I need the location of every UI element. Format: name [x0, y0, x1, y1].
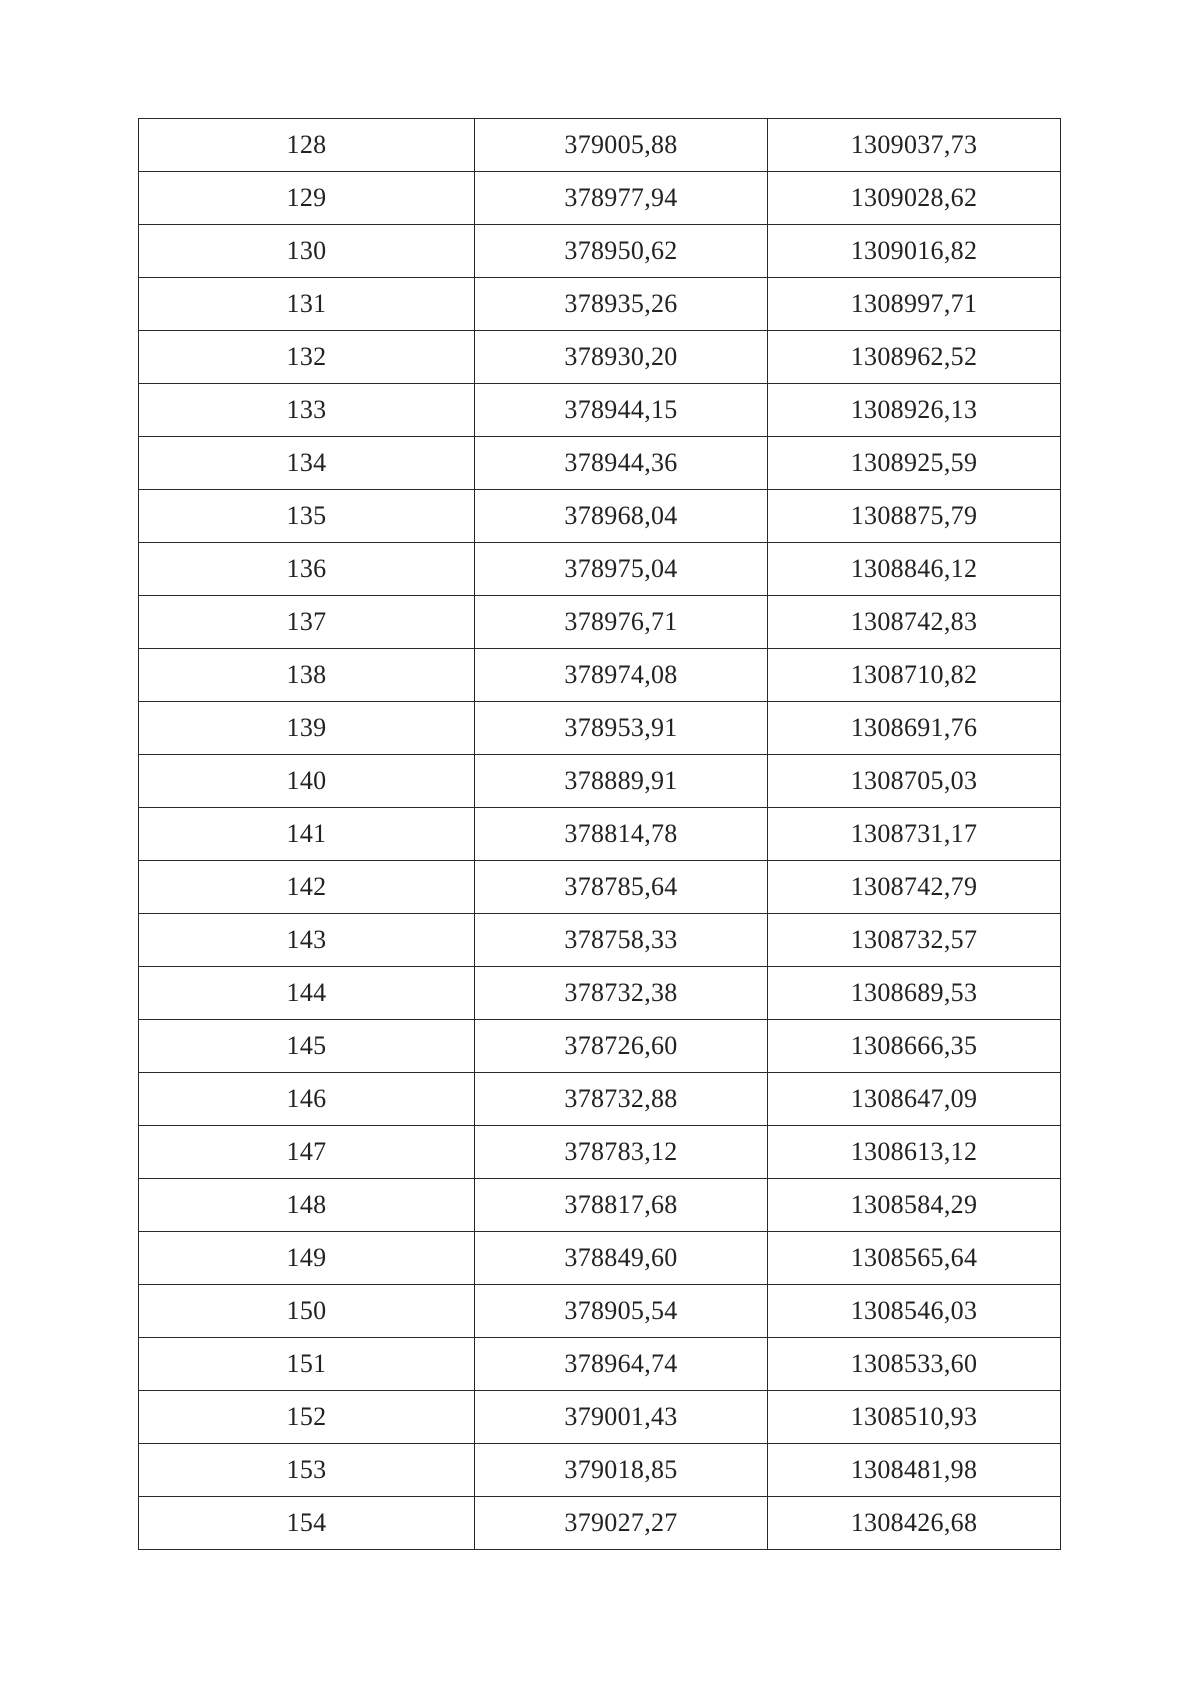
x-coordinate-cell: 378889,91	[475, 755, 768, 808]
x-coordinate-cell: 378732,38	[475, 967, 768, 1020]
y-coordinate-cell: 1309037,73	[768, 119, 1061, 172]
table-row	[139, 172, 1061, 225]
x-coordinate-cell: 378974,08	[475, 649, 768, 702]
point-number-cell: 130	[139, 225, 475, 278]
point-number-cell: 140	[139, 755, 475, 808]
point-number-cell: 146	[139, 1073, 475, 1126]
x-coordinate-cell: 378814,78	[475, 808, 768, 861]
point-number-cell: 139	[139, 702, 475, 755]
table-row	[139, 331, 1061, 384]
x-coordinate-cell: 378817,68	[475, 1179, 768, 1232]
x-coordinate-cell: 378964,74	[475, 1338, 768, 1391]
point-number-cell: 144	[139, 967, 475, 1020]
point-number-cell: 152	[139, 1391, 475, 1444]
point-number-cell: 148	[139, 1179, 475, 1232]
point-number-cell: 145	[139, 1020, 475, 1073]
point-number-cell: 142	[139, 861, 475, 914]
y-coordinate-cell: 1308666,35	[768, 1020, 1061, 1073]
point-number-cell: 135	[139, 490, 475, 543]
table-row	[139, 1020, 1061, 1073]
y-coordinate-cell: 1308926,13	[768, 384, 1061, 437]
y-coordinate-cell: 1308732,57	[768, 914, 1061, 967]
table-row	[139, 225, 1061, 278]
y-coordinate-cell: 1308742,79	[768, 861, 1061, 914]
point-number-cell: 133	[139, 384, 475, 437]
table-row	[139, 543, 1061, 596]
x-coordinate-cell: 378732,88	[475, 1073, 768, 1126]
y-coordinate-cell: 1308705,03	[768, 755, 1061, 808]
x-coordinate-cell: 378930,20	[475, 331, 768, 384]
x-coordinate-cell: 378968,04	[475, 490, 768, 543]
y-coordinate-cell: 1308584,29	[768, 1179, 1061, 1232]
y-coordinate-cell: 1308510,93	[768, 1391, 1061, 1444]
table-row	[139, 1391, 1061, 1444]
x-coordinate-cell: 378953,91	[475, 702, 768, 755]
x-coordinate-cell: 379001,43	[475, 1391, 768, 1444]
table-row	[139, 1285, 1061, 1338]
x-coordinate-cell: 378849,60	[475, 1232, 768, 1285]
x-coordinate-cell: 378905,54	[475, 1285, 768, 1338]
table-row	[139, 649, 1061, 702]
table-row	[139, 596, 1061, 649]
x-coordinate-cell: 379018,85	[475, 1444, 768, 1497]
coordinates-table-body	[139, 119, 1061, 1550]
coordinates-table	[138, 118, 1061, 1550]
point-number-cell: 137	[139, 596, 475, 649]
x-coordinate-cell: 379005,88	[475, 119, 768, 172]
x-coordinate-cell: 378975,04	[475, 543, 768, 596]
point-number-cell: 153	[139, 1444, 475, 1497]
x-coordinate-cell: 378977,94	[475, 172, 768, 225]
y-coordinate-cell: 1309016,82	[768, 225, 1061, 278]
x-coordinate-cell: 378758,33	[475, 914, 768, 967]
point-number-cell: 136	[139, 543, 475, 596]
point-number-cell: 134	[139, 437, 475, 490]
table-row	[139, 702, 1061, 755]
table-row	[139, 1444, 1061, 1497]
x-coordinate-cell: 378935,26	[475, 278, 768, 331]
x-coordinate-cell: 378726,60	[475, 1020, 768, 1073]
y-coordinate-cell: 1308533,60	[768, 1338, 1061, 1391]
point-number-cell: 150	[139, 1285, 475, 1338]
table-row	[139, 1338, 1061, 1391]
y-coordinate-cell: 1308875,79	[768, 490, 1061, 543]
table-row	[139, 437, 1061, 490]
y-coordinate-cell: 1308689,53	[768, 967, 1061, 1020]
table-row	[139, 490, 1061, 543]
y-coordinate-cell: 1308925,59	[768, 437, 1061, 490]
y-coordinate-cell: 1308481,98	[768, 1444, 1061, 1497]
table-row	[139, 278, 1061, 331]
y-coordinate-cell: 1308426,68	[768, 1497, 1061, 1550]
table-row	[139, 119, 1061, 172]
table-row	[139, 1497, 1061, 1550]
point-number-cell: 132	[139, 331, 475, 384]
table-row	[139, 1232, 1061, 1285]
y-coordinate-cell: 1308647,09	[768, 1073, 1061, 1126]
y-coordinate-cell: 1308613,12	[768, 1126, 1061, 1179]
point-number-cell: 143	[139, 914, 475, 967]
table-row	[139, 755, 1061, 808]
x-coordinate-cell: 378976,71	[475, 596, 768, 649]
y-coordinate-cell: 1308962,52	[768, 331, 1061, 384]
point-number-cell: 129	[139, 172, 475, 225]
y-coordinate-cell: 1308846,12	[768, 543, 1061, 596]
point-number-cell: 128	[139, 119, 475, 172]
table-row	[139, 808, 1061, 861]
point-number-cell: 151	[139, 1338, 475, 1391]
x-coordinate-cell: 378944,15	[475, 384, 768, 437]
table-row	[139, 914, 1061, 967]
table-row	[139, 1073, 1061, 1126]
point-number-cell: 147	[139, 1126, 475, 1179]
y-coordinate-cell: 1308731,17	[768, 808, 1061, 861]
point-number-cell: 149	[139, 1232, 475, 1285]
y-coordinate-cell: 1308997,71	[768, 278, 1061, 331]
y-coordinate-cell: 1308710,82	[768, 649, 1061, 702]
x-coordinate-cell: 378785,64	[475, 861, 768, 914]
point-number-cell: 131	[139, 278, 475, 331]
table-row	[139, 1126, 1061, 1179]
table-row	[139, 967, 1061, 1020]
y-coordinate-cell: 1308546,03	[768, 1285, 1061, 1338]
point-number-cell: 138	[139, 649, 475, 702]
table-row	[139, 861, 1061, 914]
point-number-cell: 141	[139, 808, 475, 861]
y-coordinate-cell: 1309028,62	[768, 172, 1061, 225]
y-coordinate-cell: 1308742,83	[768, 596, 1061, 649]
x-coordinate-cell: 378944,36	[475, 437, 768, 490]
x-coordinate-cell: 379027,27	[475, 1497, 768, 1550]
x-coordinate-cell: 378783,12	[475, 1126, 768, 1179]
x-coordinate-cell: 378950,62	[475, 225, 768, 278]
table-row	[139, 1179, 1061, 1232]
table-row	[139, 384, 1061, 437]
y-coordinate-cell: 1308691,76	[768, 702, 1061, 755]
y-coordinate-cell: 1308565,64	[768, 1232, 1061, 1285]
point-number-cell: 154	[139, 1497, 475, 1550]
